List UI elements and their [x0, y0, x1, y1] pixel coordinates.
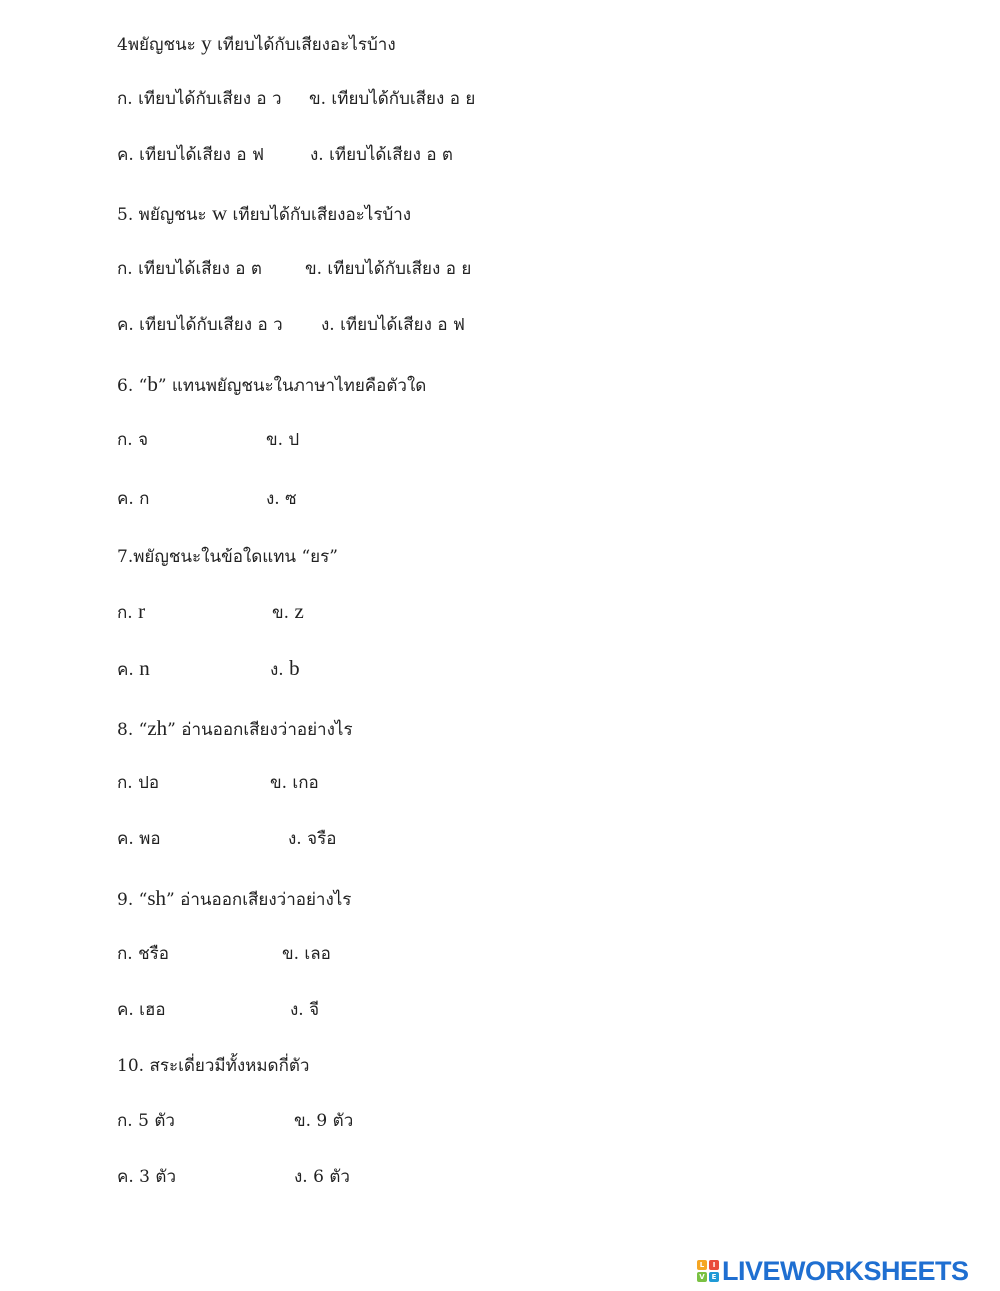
question-7-option-a-letter: r [138, 599, 146, 623]
question-8-option-a[interactable]: ก. ปอ [117, 773, 160, 793]
question-8-option-c[interactable]: ค. พอ [117, 829, 161, 849]
question-5-latin: w [211, 201, 228, 225]
question-5-option-c[interactable]: ค. เทียบได้กับเสียง อ ว [117, 315, 283, 335]
logo-block-l: L [697, 1260, 707, 1270]
question-4-latin: y [201, 31, 212, 55]
question-9-option-a[interactable]: ก. ชรือ [117, 944, 169, 964]
question-9-text-end: ” อ่านออกเสียงว่าอย่างไร [166, 890, 352, 910]
question-9-option-c[interactable]: ค. เฮอ [117, 1000, 166, 1020]
question-5-text-end: เทียบได้กับเสียงอะไรบ้าง [227, 205, 412, 225]
question-6-text: 6. “ [117, 376, 148, 396]
question-5-option-a[interactable]: ก. เทียบได้เสียง อ ต [117, 259, 262, 279]
question-7-option-c-letter: n [139, 656, 150, 680]
question-10-option-c[interactable]: ค. 3 ตัว [117, 1167, 176, 1187]
question-8-prompt [117, 716, 353, 742]
question-10-option-b[interactable]: ข. 9 ตัว [294, 1111, 354, 1131]
question-8-option-b[interactable]: ข. เกอ [270, 773, 319, 793]
question-6-text-end: ” แทนพยัญชนะในภาษาไทยคือตัวใด [157, 376, 427, 396]
logo-text: LIVEWORKSHEETS [722, 1255, 969, 1286]
question-9-text: 9. “ [117, 890, 148, 910]
question-7-option-d[interactable] [270, 656, 300, 682]
question-7-option-d-letter: b [289, 656, 300, 680]
logo-block-e: E [709, 1272, 719, 1282]
question-7-option-a-prefix: ก. [117, 603, 139, 623]
question-4-option-d[interactable]: ง. เทียบได้เสียง อ ต [310, 145, 453, 165]
liveworksheets-logo[interactable] [697, 1257, 969, 1285]
question-7-option-a[interactable] [117, 599, 145, 625]
question-10-prompt: 10. สระเดี่ยวมีทั้งหมดกี่ตัว [117, 1056, 310, 1076]
question-7-option-b[interactable] [272, 599, 304, 625]
question-6-option-b[interactable]: ข. ป [266, 430, 300, 450]
question-7-option-c-prefix: ค. [117, 660, 140, 680]
question-5-text: 5. พยัญชนะ [117, 205, 212, 225]
question-10-option-a[interactable]: ก. 5 ตัว [117, 1111, 175, 1131]
question-7-option-d-prefix: ง. [270, 660, 290, 680]
question-6-latin: b [147, 372, 158, 396]
question-4-text-end: เทียบได้กับเสียงอะไรบ้าง [211, 35, 396, 55]
question-9-option-b[interactable]: ข. เลอ [282, 944, 331, 964]
question-5-option-d[interactable]: ง. เทียบได้เสียง อ ฟ [321, 315, 465, 335]
question-4-option-b[interactable]: ข. เทียบได้กับเสียง อ ย [309, 89, 476, 109]
logo-block-v: V [697, 1272, 707, 1282]
question-7-option-b-letter: z [294, 599, 304, 623]
question-9-prompt [117, 886, 351, 912]
question-8-text-end: ” อ่านออกเสียงว่าอย่างไร [167, 720, 353, 740]
question-5-option-b[interactable]: ข. เทียบได้กับเสียง อ ย [305, 259, 472, 279]
question-9-option-d[interactable]: ง. จี [290, 1000, 320, 1020]
question-7-option-b-prefix: ข. [272, 603, 295, 623]
question-6-option-a[interactable]: ก. จ [117, 430, 149, 450]
question-10-option-d[interactable]: ง. 6 ตัว [294, 1167, 350, 1187]
question-4-prompt [117, 31, 396, 57]
logo-block-i: I [709, 1260, 719, 1270]
question-6-option-c[interactable]: ค. ก [117, 489, 150, 509]
question-6-prompt [117, 372, 426, 398]
question-6-option-d[interactable]: ง. ซ [266, 489, 297, 509]
question-4-option-a[interactable]: ก. เทียบได้กับเสียง อ ว [117, 89, 282, 109]
question-8-latin: zh [147, 716, 168, 740]
question-8-text: 8. “ [117, 720, 148, 740]
question-4-option-c[interactable]: ค. เทียบได้เสียง อ ฟ [117, 145, 265, 165]
question-4-text: 4พยัญชนะ [117, 35, 202, 55]
question-7-option-c[interactable] [117, 656, 150, 682]
question-5-prompt [117, 201, 411, 227]
question-9-latin: sh [147, 886, 167, 910]
question-8-option-d[interactable]: ง. จรือ [288, 829, 337, 849]
question-7-prompt: 7.พยัญชนะในข้อใดแทน “ยร” [117, 547, 338, 567]
logo-blocks-icon [697, 1260, 719, 1282]
